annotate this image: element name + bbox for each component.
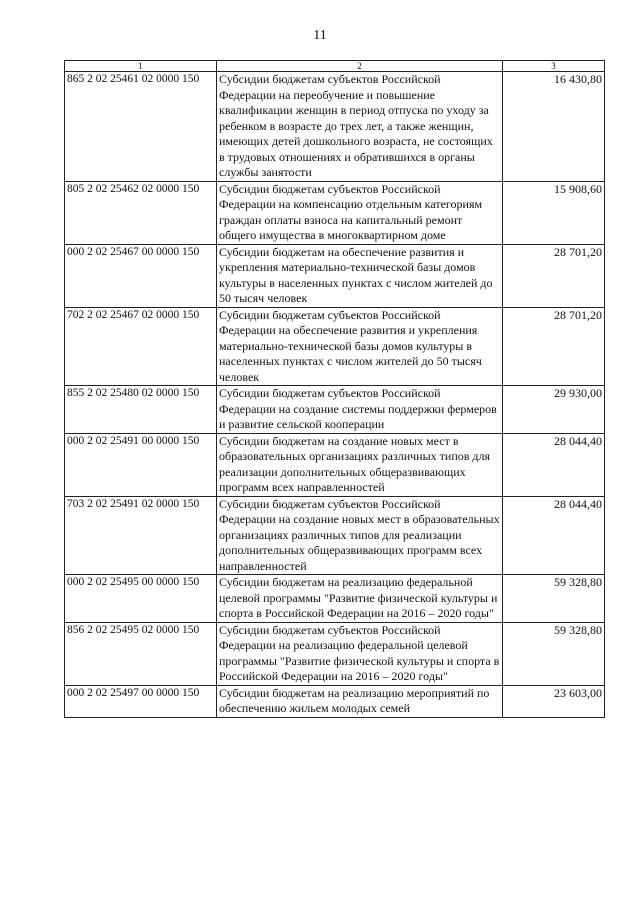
budget-table — [64, 60, 605, 718]
budget-code: 000 2 02 25467 00 0000 150 — [65, 244, 217, 307]
item-amount: 16 430,80 — [503, 72, 605, 182]
budget-code: 703 2 02 25491 02 0000 150 — [65, 496, 217, 575]
budget-code: 805 2 02 25462 02 0000 150 — [65, 181, 217, 244]
budget-code: 856 2 02 25495 02 0000 150 — [65, 622, 217, 685]
item-amount: 28 044,40 — [503, 433, 605, 496]
item-description: Субсидии бюджетам субъектов Российской Федерации на компенсацию отдельным категориям граждан оплаты взноса на капитальный ремонт общего имущества в многоквартирном доме — [217, 181, 503, 244]
item-description: Субсидии бюджетам субъектов Российской Федерации на переобучение и повышение квалификации женщин в период отпуска по уходу за ребенком в возрасте до трех лет, а также женщин, имеющих детей дошкольного возраста, не состоящих в трудовых отношениях и обратившихся в органы службы занятости — [217, 72, 503, 182]
item-description: Субсидии бюджетам на обеспечение развития и укрепления материально-технической базы домов культуры в населенных пунктах с числом жителей до 50 тысяч человек — [217, 244, 503, 307]
column-number-2: 2 — [217, 61, 503, 72]
item-amount: 15 908,60 — [503, 181, 605, 244]
page-number: 11 — [313, 28, 327, 43]
budget-code: 865 2 02 25461 02 0000 150 — [65, 72, 217, 182]
table-row — [65, 496, 605, 575]
table-row — [65, 244, 605, 307]
item-description: Субсидии бюджетам субъектов Российской Федерации на реализацию федеральной целевой программы "Развитие физической культуры и спорта в Российской Федерации на 2016 – 2020 годы" — [217, 622, 503, 685]
item-description: Субсидии бюджетам на реализацию мероприятий по обеспечению жильем молодых семей — [217, 685, 503, 717]
budget-code: 702 2 02 25467 02 0000 150 — [65, 307, 217, 386]
column-number-1: 1 — [65, 61, 217, 72]
table-row — [65, 622, 605, 685]
budget-code: 000 2 02 25495 00 0000 150 — [65, 575, 217, 623]
budget-code: 000 2 02 25491 00 0000 150 — [65, 433, 217, 496]
table-row — [65, 72, 605, 182]
item-description: Субсидии бюджетам на реализацию федеральной целевой программы "Развитие физической культуры и спорта в Российской Федерации на 2016 – 2020 годы" — [217, 575, 503, 623]
item-amount: 28 701,20 — [503, 244, 605, 307]
item-amount: 59 328,80 — [503, 622, 605, 685]
item-amount: 28 044,40 — [503, 496, 605, 575]
table-row — [65, 685, 605, 717]
item-amount: 29 930,00 — [503, 386, 605, 434]
item-description: Субсидии бюджетам субъектов Российской Федерации на создание системы поддержки фермеров и развитие сельской кооперации — [217, 386, 503, 434]
column-number-3: 3 — [503, 61, 605, 72]
table-row — [65, 386, 605, 434]
item-description: Субсидии бюджетам на создание новых мест в образовательных организациях различных типов для реализации дополнительных общеразвивающих программ всех направленностей — [217, 433, 503, 496]
budget-code: 000 2 02 25497 00 0000 150 — [65, 685, 217, 717]
item-description: Субсидии бюджетам субъектов Российской Федерации на обеспечение развития и укрепления материально-технической базы домов культуры в населенных пунктах с числом жителей до 50 тысяч человек — [217, 307, 503, 386]
item-amount: 28 701,20 — [503, 307, 605, 386]
table-header-row — [65, 61, 605, 72]
item-amount: 59 328,80 — [503, 575, 605, 623]
table-row — [65, 433, 605, 496]
budget-code: 855 2 02 25480 02 0000 150 — [65, 386, 217, 434]
table-row — [65, 307, 605, 386]
table-row — [65, 181, 605, 244]
table-row — [65, 575, 605, 623]
item-amount: 23 603,00 — [503, 685, 605, 717]
item-description: Субсидии бюджетам субъектов Российской Федерации на создание новых мест в образовательных организациях различных типов для реализации дополнительных общеразвивающих программ всех направленностей — [217, 496, 503, 575]
